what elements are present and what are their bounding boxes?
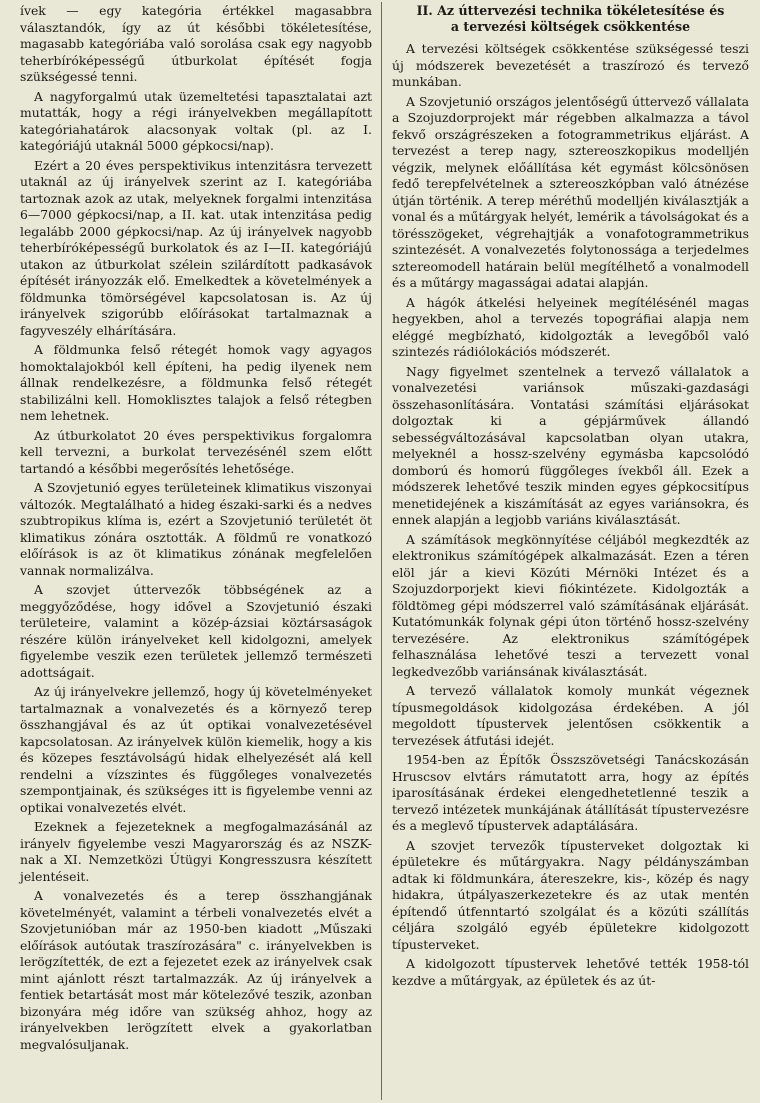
paragraph: Ezeknek a fejezeteknek a megfogalmazásánál az irányelv figyelembe veszi Magyarország és az NSZK-nak a XI. Nemzetközi Útügyi Kongresszusra készített jelentéseit. [20,819,372,884]
right-text-column [392,3,749,992]
left-text-column [20,3,372,1056]
paragraph: A vonalvezetés és a terep összhangjának követelményét, valamint a térbeli vonalvezetés elvét a Szovjetunióban már az 1950-ben kiadott „Műszaki előírások autóutak traszírozására" c. irányelvekben is lerögzítették, de ezt a fejezetet ezek az irányelvek csak mint ajánlott részt tartalmazzák. Az új irányelvek a fentiek betartását most már kötelezővé teszik, azonban bizonyára még időre van szükség ahhoz, hogy az irányelvekben lerögzített elvek a gyakorlatban megvalósuljanak. [20,888,372,1052]
paragraph: A tervezési költségek csökkentése szükségessé teszi új módszerek bevezetését a traszírozó és tervező munkában. [392,41,749,89]
section-heading-line: a tervezési költségek csökkentése [450,19,691,34]
paragraph: A Szovjetunió egyes területeinek klimatikus viszonyai változók. Megtalálható a hideg északi-sarki és a nedves szubtropikus klíma is, ezért a Szovjetunió területét öt klimatikus zónára osztották. A földmű re vonatkozó előírások is az öt klimatikus zónának megfelelően vannak normalizálva. [20,480,372,578]
paragraph: A Szovjetunió országos jelentőségű úttervező vállalata a Szojuzdorprojekt már régebben alkalmazza a távol fekvő országrészeken a fotogrammetrikus eljárást. A tervezést a terep nagy, sztereoszkopikus modelljén végzik, melynek előállítása két egymást kölcsönösen fedő terepfelvételnek a sztereoszkópban való átnézése útján történik. A terep méréthű modelljén kiválasztják a vonal és a műtárgyak helyét, lemérik a távolságokat és a törésszögeket, végrehajtják a vonafotogrammetrikus szintezését. A vonalvezetés folytonossága a terjedelmes sztereomodell határain belül megítélhető a vonalmodell és a műtárgy magasságai adatai alapján. [392,93,749,290]
paragraph: A számítások megkönnyítése céljából megkezdték az elektronikus számítógépek alkalmazását. Ezen a téren elöl jár a kievi Közúti Mérnöki Intézet és a Szojuzdorporjekt kievi fiókintézete. Kidolgozták a földtömeg gépi módszerrel való számításának eljárását. Kutatómunkák folynak gépi úton történő hossz-szelvény tervezésére. Az elektronikus számítógépek felhasználása lehetővé teszi a tervezett vonal legkedvezőbb variánsának kiválasztását. [392,531,749,679]
paragraph: A szovjet úttervezők többségének az a meggyőződése, hogy idővel a Szovjetunió északi területeire, valamint a közép-ázsiai köztársaságok részére külön irányelveket kell kidolgozni, amelyek figyelembe veszik ezen területek jellemző természeti adottságait. [20,582,372,680]
column-divider [381,2,382,1100]
paragraph: 1954-ben az Építők Összszövetségi Tanácskozásán Hruscsov elvtárs rámutatott arra, hogy az építés iparosításának érdekei elengedhetetlenné teszik a tervező intézetek munkájának átállítását típustervezésre és a meglevő típustervek adaptálására. [392,752,749,833]
paragraph: Az új irányelvekre jellemző, hogy új követelményeket tartalmaznak a vonalvezetés és a környező terep összhangjával és az út optikai vonalvezetésével kapcsolatosan. Az irányelvek külön kiemelik, hogy a kis és közepes fesztávolságú hidak elhelyezését alá kell rendelni a vízszintes és függőleges vonalvezetés szempontjainak, és szükséges itt is figyelembe venni az optikai vonalvezetés elvét. [20,684,372,815]
paragraph: A szovjet tervezők típusterveket dolgoztak ki épületekre és műtárgyakra. Nagy példányszámban adtak ki földmunkára, átereszekre, kis-, közép és nagy hidakra, útpályaszerkezetekre és az utak mentén építendő útfenntartó szolgálat és a közúti szállítás céljára szolgáló egyéb épületekre kidolgozott típusterveket. [392,837,749,952]
section-heading [392,3,749,35]
paragraph: Az útburkolatot 20 éves perspektivikus forgalomra kell tervezni, a burkolat tervezésénél szem előtt tartandó a későbbi megerősítés lehetősége. [20,427,372,476]
paragraph: A kidolgozott típustervek lehetővé tették 1958-tól kezdve a műtárgyak, az épületek és az út- [392,956,749,988]
paragraph: A nagyforgalmú utak üzemeltetési tapasztalatai azt mutatták, hogy a régi irányelvekben megállapított kategóriahatárok alacsonyak voltak (pl. az I. kategóriájú utaknál 5000 gépkocsi/nap). [20,88,372,153]
paragraph: ívek — egy kategória értékkel magasabbra választandók, így az út későbbi tökéletesítése, magasabb kategóriába való sorolása csak egy nagyobb teherbíróképességű útburkolat építését fogja szükségessé tenni. [20,3,372,84]
paragraph: Ezért a 20 éves perspektivikus intenzitásra tervezett utaknál az új irányelvek szerint az I. kategóriába tartoznak azok az utak, melyeknek forgalmi intenzitása 6—7000 gépkocsi/nap, a II. kat. utak intenzitása pedig legalább 2000 gépkocsi/nap. Az új irányelvek nagyobb teherbíróképességű burkolatok és az I—II. kategóriájú utakon az útburkolat szélein szilárdított padkasávok építését irányozzák elő. Emelkedtek a követelmények a földmunka tömörségével kapcsolatosan is. Az új irányelvek szigorúbb előírásokat tartalmaznak a fagyveszély elhárítására. [20,157,372,338]
paragraph: A tervező vállalatok komoly munkát végeznek típusmegoldások kidolgozása érdekében. A jól megoldott típustervek jelentősen csökkentik a tervezések átfutási idejét. [392,683,749,748]
paragraph: Nagy figyelmet szentelnek a tervező vállalatok a vonalvezetési variánsok műszaki-gazdasági összehasonlítására. Vontatási számítási eljárásokat dolgoztak ki a gépjárművek állandó sebességváltozásával kapcsolatban olyan utakra, melyeknél a hossz-szelvény egymásba kapcsolódó domború és homorú függőleges ívekből áll. Ezek a módszerek lehetővé teszik minden egyes gépkocsitípus menetidejének a kiszámítását az egyes variánsokra, és ennek alapján a legjobb variáns kiválasztását. [392,363,749,527]
section-heading-line: II. Az úttervezési technika tökéletesítése és [416,3,725,18]
paragraph: A földmunka felső rétegét homok vagy agyagos homoktalajokból kell építeni, ha pedig ilyenek nem állnak rendelkezésre, a földmunka felső rétegét stabilizálni kell. Homoklisztes talajok a felső rétegben nem lehetnek. [20,342,372,423]
paragraph: A hágók átkelési helyeinek megítélésénél magas hegyekben, ahol a tervezés topográfiai alapja nem eléggé megbízható, kidolgozták a levegőből való szintezés rádiólokációs módszerét. [392,294,749,359]
